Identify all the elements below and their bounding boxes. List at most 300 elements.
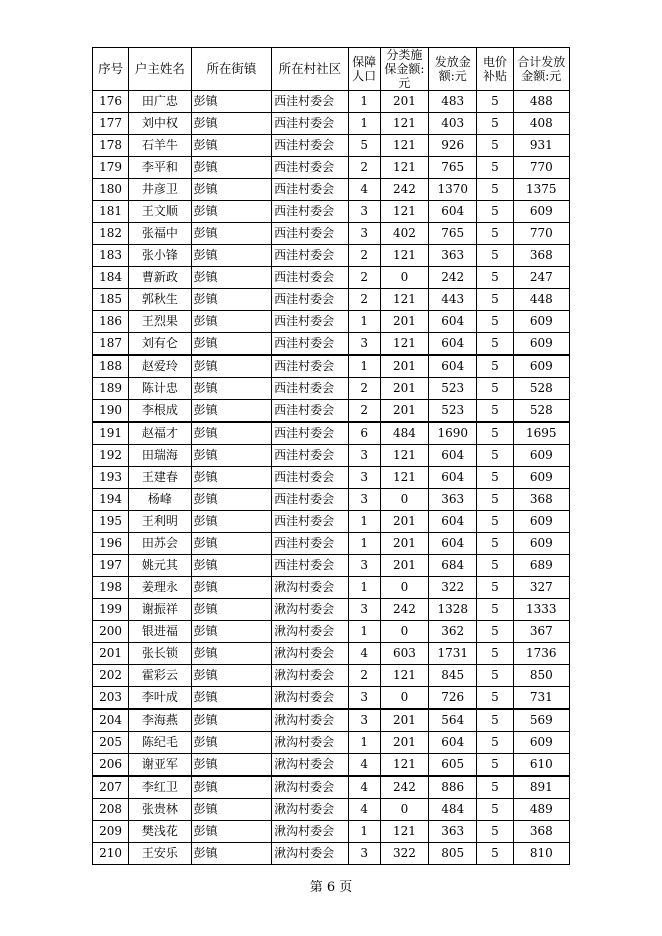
cell-payment-amount: 604 [429, 445, 477, 467]
cell-index: 199 [93, 599, 129, 621]
cell-name: 李根成 [129, 400, 191, 423]
cell-name: 李海燕 [129, 709, 191, 732]
cell-category-amount: 201 [380, 400, 428, 423]
table-row [93, 267, 570, 289]
cell-total-amount: 448 [513, 289, 569, 311]
cell-village: 湫沟村委会 [272, 621, 348, 643]
cell-payment-amount: 604 [429, 333, 477, 356]
cell-payment-amount: 765 [429, 223, 477, 245]
cell-payment-amount: 403 [429, 113, 477, 135]
cell-persons: 2 [348, 665, 380, 687]
cell-persons: 3 [348, 467, 380, 489]
cell-index: 194 [93, 489, 129, 511]
cell-total-amount: 1695 [513, 422, 569, 445]
cell-town: 彭镇 [191, 577, 272, 599]
cell-name: 王安乐 [129, 843, 191, 865]
cell-town: 彭镇 [191, 643, 272, 665]
cell-category-amount: 201 [380, 555, 428, 577]
cell-total-amount: 609 [513, 533, 569, 555]
cell-category-amount: 484 [380, 422, 428, 445]
header-index: 序号 [93, 48, 129, 91]
cell-name: 樊浅花 [129, 821, 191, 843]
cell-town: 彭镇 [191, 467, 272, 489]
cell-category-amount: 0 [380, 621, 428, 643]
cell-village: 湫沟村委会 [272, 799, 348, 821]
table-row [93, 776, 570, 799]
cell-payment-amount: 363 [429, 489, 477, 511]
cell-village: 西洼村委会 [272, 400, 348, 423]
cell-total-amount: 689 [513, 555, 569, 577]
cell-category-amount: 121 [380, 289, 428, 311]
table-row [93, 223, 570, 245]
cell-persons: 3 [348, 599, 380, 621]
cell-persons: 3 [348, 445, 380, 467]
cell-name: 刘中权 [129, 113, 191, 135]
cell-category-amount: 201 [380, 709, 428, 732]
cell-category-amount: 603 [380, 643, 428, 665]
cell-persons: 3 [348, 687, 380, 710]
cell-persons: 3 [348, 843, 380, 865]
table-row [93, 555, 570, 577]
cell-category-amount: 322 [380, 843, 428, 865]
cell-power-subsidy: 5 [477, 577, 513, 599]
table-row [93, 378, 570, 400]
table-row [93, 422, 570, 445]
cell-persons: 1 [348, 113, 380, 135]
cell-name: 井彦卫 [129, 179, 191, 201]
cell-town: 彭镇 [191, 489, 272, 511]
cell-payment-amount: 805 [429, 843, 477, 865]
cell-category-amount: 121 [380, 157, 428, 179]
cell-total-amount: 368 [513, 245, 569, 267]
cell-persons: 3 [348, 223, 380, 245]
cell-power-subsidy: 5 [477, 643, 513, 665]
cell-index: 191 [93, 422, 129, 445]
table-row [93, 709, 570, 732]
cell-name: 张小锋 [129, 245, 191, 267]
cell-power-subsidy: 5 [477, 511, 513, 533]
header-total-amount: 合计发放金额:元 [513, 48, 569, 91]
table-row [93, 311, 570, 333]
cell-category-amount: 121 [380, 821, 428, 843]
cell-town: 彭镇 [191, 311, 272, 333]
table-row [93, 577, 570, 599]
cell-village: 湫沟村委会 [272, 821, 348, 843]
cell-payment-amount: 604 [429, 311, 477, 333]
cell-index: 198 [93, 577, 129, 599]
cell-payment-amount: 484 [429, 799, 477, 821]
cell-total-amount: 610 [513, 754, 569, 777]
cell-category-amount: 121 [380, 665, 428, 687]
cell-category-amount: 121 [380, 245, 428, 267]
cell-index: 192 [93, 445, 129, 467]
cell-town: 彭镇 [191, 665, 272, 687]
cell-power-subsidy: 5 [477, 687, 513, 710]
cell-category-amount: 201 [380, 511, 428, 533]
cell-power-subsidy: 5 [477, 533, 513, 555]
cell-index: 179 [93, 157, 129, 179]
cell-power-subsidy: 5 [477, 223, 513, 245]
cell-power-subsidy: 5 [477, 799, 513, 821]
cell-town: 彭镇 [191, 223, 272, 245]
cell-category-amount: 121 [380, 135, 428, 157]
cell-village: 西洼村委会 [272, 289, 348, 311]
cell-total-amount: 850 [513, 665, 569, 687]
cell-name: 田瑞海 [129, 445, 191, 467]
cell-persons: 1 [348, 533, 380, 555]
cell-village: 西洼村委会 [272, 533, 348, 555]
cell-category-amount: 0 [380, 687, 428, 710]
table-row [93, 333, 570, 356]
cell-total-amount: 609 [513, 311, 569, 333]
cell-payment-amount: 1690 [429, 422, 477, 445]
table-row [93, 843, 570, 865]
cell-category-amount: 242 [380, 179, 428, 201]
cell-category-amount: 402 [380, 223, 428, 245]
cell-town: 彭镇 [191, 157, 272, 179]
cell-name: 张贵林 [129, 799, 191, 821]
cell-persons: 3 [348, 489, 380, 511]
cell-power-subsidy: 5 [477, 179, 513, 201]
cell-town: 彭镇 [191, 754, 272, 777]
cell-town: 彭镇 [191, 113, 272, 135]
cell-index: 193 [93, 467, 129, 489]
cell-name: 陈纪毛 [129, 732, 191, 754]
cell-total-amount: 408 [513, 113, 569, 135]
cell-persons: 3 [348, 333, 380, 356]
table-row [93, 400, 570, 423]
cell-name: 陈计忠 [129, 378, 191, 400]
table-row [93, 511, 570, 533]
cell-power-subsidy: 5 [477, 467, 513, 489]
cell-persons: 1 [348, 621, 380, 643]
cell-total-amount: 247 [513, 267, 569, 289]
cell-payment-amount: 926 [429, 135, 477, 157]
cell-index: 188 [93, 355, 129, 378]
cell-index: 197 [93, 555, 129, 577]
cell-persons: 2 [348, 400, 380, 423]
cell-persons: 3 [348, 709, 380, 732]
cell-town: 彭镇 [191, 555, 272, 577]
cell-name: 郭秋生 [129, 289, 191, 311]
cell-name: 田苏会 [129, 533, 191, 555]
cell-payment-amount: 604 [429, 467, 477, 489]
cell-payment-amount: 1731 [429, 643, 477, 665]
cell-total-amount: 609 [513, 201, 569, 223]
cell-total-amount: 489 [513, 799, 569, 821]
cell-total-amount: 528 [513, 378, 569, 400]
table-row [93, 643, 570, 665]
cell-village: 湫沟村委会 [272, 643, 348, 665]
cell-payment-amount: 564 [429, 709, 477, 732]
cell-name: 银进福 [129, 621, 191, 643]
header-village: 所在村社区 [272, 48, 348, 91]
cell-power-subsidy: 5 [477, 843, 513, 865]
cell-power-subsidy: 5 [477, 135, 513, 157]
cell-village: 西洼村委会 [272, 555, 348, 577]
header-category-amount: 分类施保金额:元 [380, 48, 428, 91]
cell-power-subsidy: 5 [477, 400, 513, 423]
cell-payment-amount: 362 [429, 621, 477, 643]
cell-village: 西洼村委会 [272, 311, 348, 333]
table-row [93, 355, 570, 378]
cell-village: 湫沟村委会 [272, 776, 348, 799]
cell-persons: 4 [348, 799, 380, 821]
cell-category-amount: 201 [380, 732, 428, 754]
cell-village: 西洼村委会 [272, 179, 348, 201]
cell-town: 彭镇 [191, 511, 272, 533]
cell-total-amount: 367 [513, 621, 569, 643]
cell-index: 189 [93, 378, 129, 400]
cell-index: 210 [93, 843, 129, 865]
cell-total-amount: 327 [513, 577, 569, 599]
header-power-subsidy: 电价补贴 [477, 48, 513, 91]
cell-village: 湫沟村委会 [272, 709, 348, 732]
table-row [93, 599, 570, 621]
cell-index: 184 [93, 267, 129, 289]
cell-index: 185 [93, 289, 129, 311]
cell-index: 187 [93, 333, 129, 356]
cell-category-amount: 0 [380, 489, 428, 511]
cell-village: 西洼村委会 [272, 422, 348, 445]
cell-category-amount: 0 [380, 267, 428, 289]
cell-town: 彭镇 [191, 91, 272, 113]
cell-total-amount: 569 [513, 709, 569, 732]
cell-town: 彭镇 [191, 135, 272, 157]
cell-index: 204 [93, 709, 129, 732]
cell-persons: 1 [348, 355, 380, 378]
cell-village: 湫沟村委会 [272, 687, 348, 710]
cell-payment-amount: 523 [429, 400, 477, 423]
cell-persons: 4 [348, 179, 380, 201]
cell-name: 刘有仑 [129, 333, 191, 356]
cell-payment-amount: 604 [429, 732, 477, 754]
cell-persons: 3 [348, 555, 380, 577]
cell-power-subsidy: 5 [477, 776, 513, 799]
cell-payment-amount: 765 [429, 157, 477, 179]
cell-category-amount: 121 [380, 445, 428, 467]
cell-village: 西洼村委会 [272, 245, 348, 267]
cell-power-subsidy: 5 [477, 157, 513, 179]
cell-persons: 3 [348, 201, 380, 223]
cell-payment-amount: 604 [429, 355, 477, 378]
cell-town: 彭镇 [191, 445, 272, 467]
cell-persons: 2 [348, 245, 380, 267]
cell-name: 曹新政 [129, 267, 191, 289]
cell-payment-amount: 886 [429, 776, 477, 799]
cell-total-amount: 770 [513, 157, 569, 179]
cell-town: 彭镇 [191, 732, 272, 754]
table-row [93, 445, 570, 467]
cell-category-amount: 201 [380, 91, 428, 113]
cell-village: 湫沟村委会 [272, 732, 348, 754]
cell-category-amount: 121 [380, 333, 428, 356]
cell-index: 180 [93, 179, 129, 201]
cell-persons: 6 [348, 422, 380, 445]
cell-index: 208 [93, 799, 129, 821]
cell-category-amount: 121 [380, 467, 428, 489]
cell-village: 湫沟村委会 [272, 843, 348, 865]
cell-village: 西洼村委会 [272, 157, 348, 179]
cell-persons: 2 [348, 157, 380, 179]
cell-town: 彭镇 [191, 179, 272, 201]
cell-village: 西洼村委会 [272, 113, 348, 135]
cell-total-amount: 609 [513, 355, 569, 378]
cell-persons: 1 [348, 577, 380, 599]
cell-total-amount: 609 [513, 467, 569, 489]
cell-town: 彭镇 [191, 843, 272, 865]
cell-power-subsidy: 5 [477, 355, 513, 378]
cell-power-subsidy: 5 [477, 422, 513, 445]
cell-name: 李红卫 [129, 776, 191, 799]
cell-town: 彭镇 [191, 267, 272, 289]
cell-persons: 1 [348, 91, 380, 113]
cell-village: 西洼村委会 [272, 378, 348, 400]
cell-town: 彭镇 [191, 422, 272, 445]
cell-town: 彭镇 [191, 709, 272, 732]
cell-payment-amount: 483 [429, 91, 477, 113]
cell-total-amount: 931 [513, 135, 569, 157]
cell-name: 王文顺 [129, 201, 191, 223]
cell-power-subsidy: 5 [477, 113, 513, 135]
cell-name: 张长锁 [129, 643, 191, 665]
table-row [93, 289, 570, 311]
cell-total-amount: 368 [513, 821, 569, 843]
cell-payment-amount: 726 [429, 687, 477, 710]
cell-power-subsidy: 5 [477, 555, 513, 577]
table-row [93, 245, 570, 267]
cell-total-amount: 488 [513, 91, 569, 113]
cell-persons: 2 [348, 267, 380, 289]
cell-name: 李平和 [129, 157, 191, 179]
cell-index: 177 [93, 113, 129, 135]
relief-table [92, 47, 570, 865]
cell-name: 李叶成 [129, 687, 191, 710]
cell-town: 彭镇 [191, 776, 272, 799]
cell-category-amount: 201 [380, 533, 428, 555]
cell-power-subsidy: 5 [477, 489, 513, 511]
cell-index: 176 [93, 91, 129, 113]
cell-persons: 5 [348, 135, 380, 157]
cell-total-amount: 609 [513, 445, 569, 467]
cell-payment-amount: 443 [429, 289, 477, 311]
cell-name: 王建春 [129, 467, 191, 489]
cell-payment-amount: 1370 [429, 179, 477, 201]
cell-total-amount: 609 [513, 333, 569, 356]
cell-name: 霍彩云 [129, 665, 191, 687]
header-town: 所在街镇 [191, 48, 272, 91]
cell-name: 姜理永 [129, 577, 191, 599]
table-row [93, 621, 570, 643]
table-row [93, 113, 570, 135]
cell-category-amount: 201 [380, 378, 428, 400]
table-row [93, 799, 570, 821]
cell-persons: 2 [348, 378, 380, 400]
cell-total-amount: 770 [513, 223, 569, 245]
table-row [93, 687, 570, 710]
cell-village: 西洼村委会 [272, 201, 348, 223]
cell-power-subsidy: 5 [477, 91, 513, 113]
cell-index: 182 [93, 223, 129, 245]
cell-name: 田广忠 [129, 91, 191, 113]
header-name: 户主姓名 [129, 48, 191, 91]
cell-village: 西洼村委会 [272, 489, 348, 511]
cell-village: 湫沟村委会 [272, 754, 348, 777]
cell-town: 彭镇 [191, 533, 272, 555]
cell-name: 石羊牛 [129, 135, 191, 157]
cell-index: 201 [93, 643, 129, 665]
cell-name: 王利明 [129, 511, 191, 533]
cell-total-amount: 810 [513, 843, 569, 865]
cell-village: 西洼村委会 [272, 445, 348, 467]
cell-total-amount: 1736 [513, 643, 569, 665]
cell-town: 彭镇 [191, 621, 272, 643]
cell-power-subsidy: 5 [477, 378, 513, 400]
cell-persons: 4 [348, 754, 380, 777]
cell-town: 彭镇 [191, 687, 272, 710]
table-row [93, 489, 570, 511]
cell-town: 彭镇 [191, 201, 272, 223]
cell-total-amount: 731 [513, 687, 569, 710]
cell-index: 203 [93, 687, 129, 710]
cell-index: 200 [93, 621, 129, 643]
cell-payment-amount: 684 [429, 555, 477, 577]
cell-payment-amount: 523 [429, 378, 477, 400]
cell-name: 赵爱玲 [129, 355, 191, 378]
cell-town: 彭镇 [191, 333, 272, 356]
cell-name: 谢亚军 [129, 754, 191, 777]
cell-total-amount: 1375 [513, 179, 569, 201]
cell-town: 彭镇 [191, 821, 272, 843]
cell-payment-amount: 363 [429, 821, 477, 843]
cell-power-subsidy: 5 [477, 732, 513, 754]
table-row [93, 157, 570, 179]
cell-index: 195 [93, 511, 129, 533]
cell-index: 206 [93, 754, 129, 777]
table-row [93, 91, 570, 113]
cell-town: 彭镇 [191, 355, 272, 378]
cell-total-amount: 609 [513, 511, 569, 533]
cell-power-subsidy: 5 [477, 445, 513, 467]
table-row [93, 754, 570, 777]
cell-town: 彭镇 [191, 378, 272, 400]
cell-power-subsidy: 5 [477, 621, 513, 643]
cell-village: 湫沟村委会 [272, 599, 348, 621]
cell-power-subsidy: 5 [477, 311, 513, 333]
cell-village: 西洼村委会 [272, 267, 348, 289]
table-row [93, 821, 570, 843]
header-row [93, 48, 570, 91]
cell-payment-amount: 604 [429, 533, 477, 555]
cell-power-subsidy: 5 [477, 289, 513, 311]
cell-category-amount: 121 [380, 754, 428, 777]
cell-index: 207 [93, 776, 129, 799]
cell-town: 彭镇 [191, 599, 272, 621]
cell-index: 205 [93, 732, 129, 754]
cell-power-subsidy: 5 [477, 599, 513, 621]
cell-power-subsidy: 5 [477, 245, 513, 267]
cell-town: 彭镇 [191, 799, 272, 821]
table-row [93, 732, 570, 754]
cell-total-amount: 368 [513, 489, 569, 511]
cell-index: 202 [93, 665, 129, 687]
cell-payment-amount: 242 [429, 267, 477, 289]
cell-total-amount: 609 [513, 732, 569, 754]
cell-index: 186 [93, 311, 129, 333]
cell-power-subsidy: 5 [477, 267, 513, 289]
cell-village: 西洼村委会 [272, 135, 348, 157]
cell-village: 西洼村委会 [272, 333, 348, 356]
